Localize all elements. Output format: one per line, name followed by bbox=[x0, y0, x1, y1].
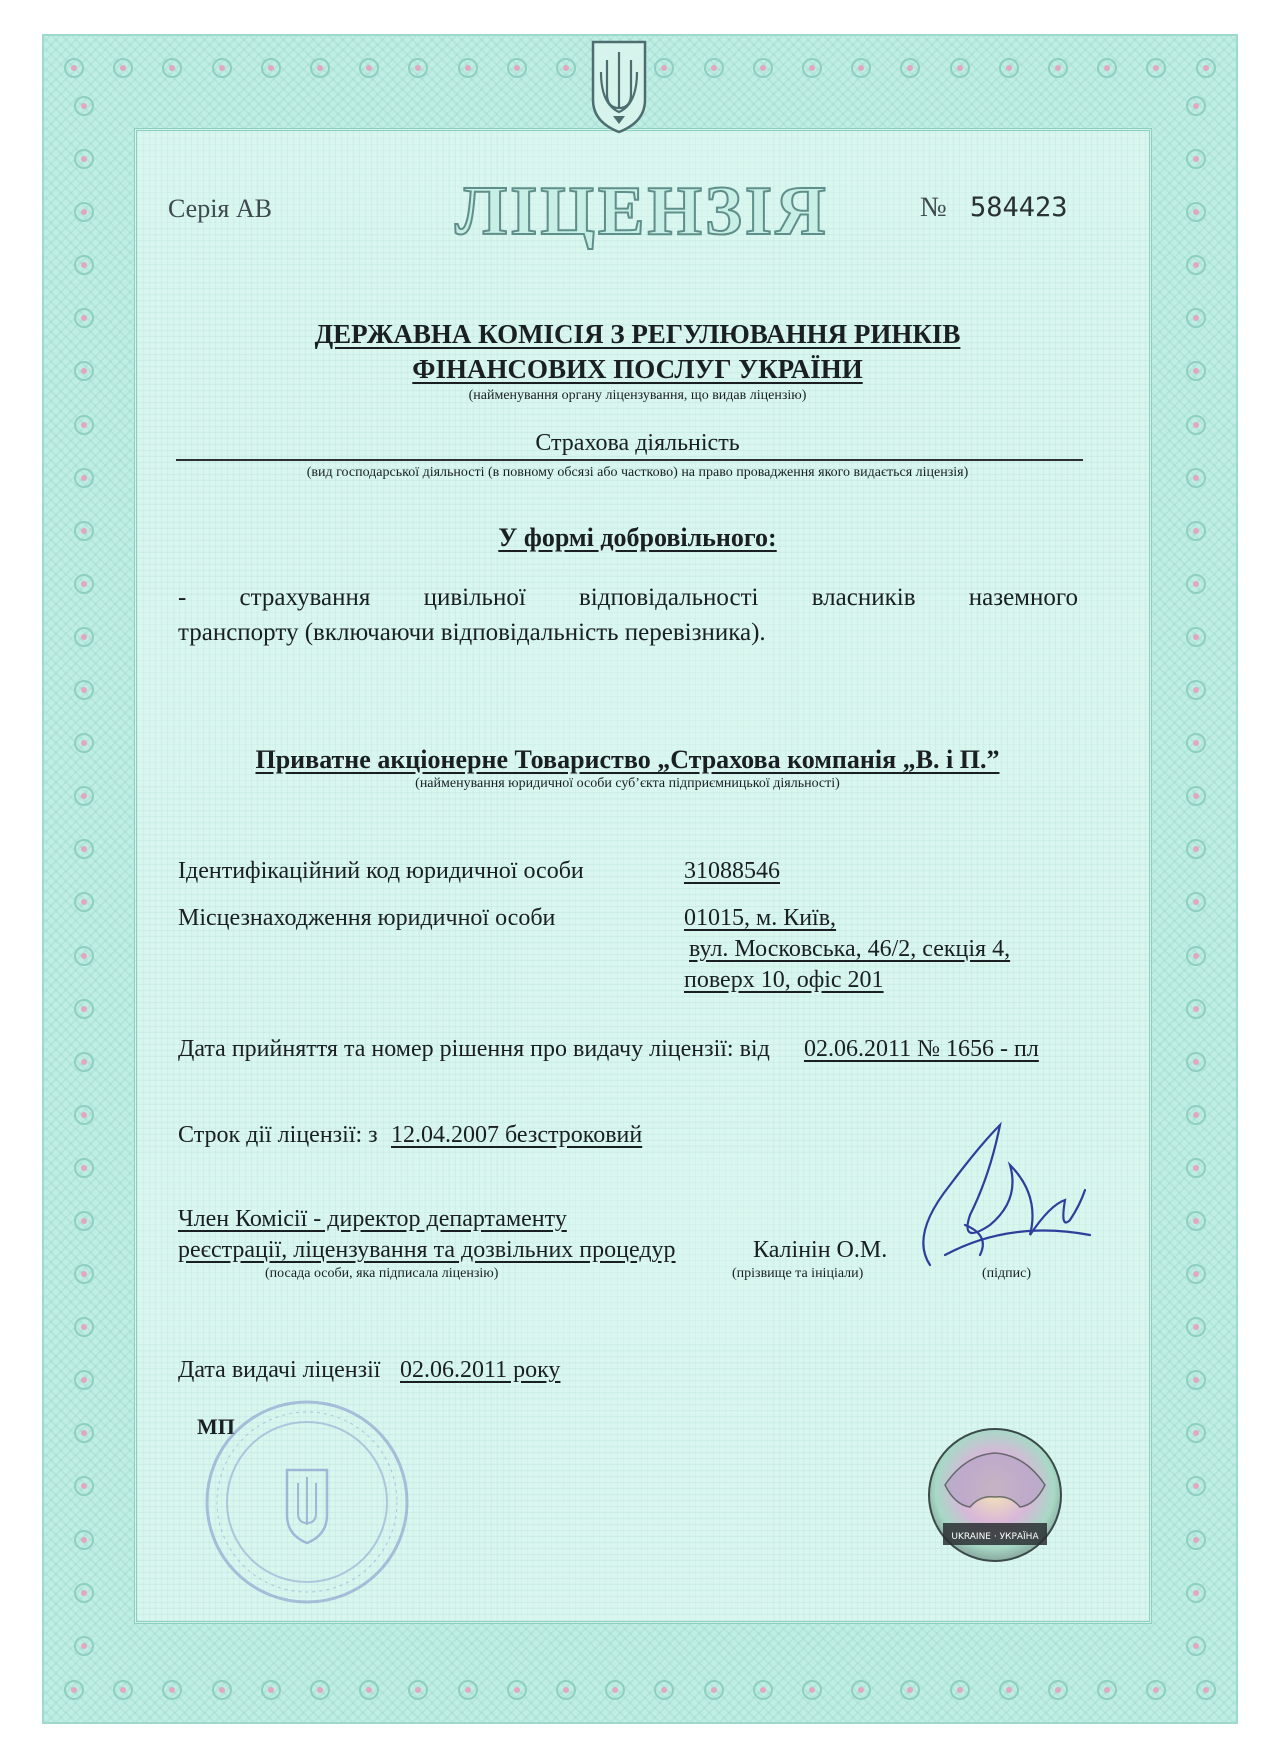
series-label: Серія АВ bbox=[168, 194, 272, 223]
issuer-line-1: ДЕРЖАВНА КОМІСІЯ З РЕГУЛЮВАННЯ РИНКІВ bbox=[314, 319, 961, 349]
position-line-2: реєстрації, ліцензування та дозвільних процедур bbox=[178, 1237, 676, 1263]
position-line-1: Член Комісії - директор департаменту bbox=[178, 1206, 567, 1232]
coat-of-arms-icon bbox=[589, 38, 649, 134]
official-stamp bbox=[200, 1395, 415, 1610]
form-heading: У формі добровільного: bbox=[498, 523, 777, 552]
right-border-ornament bbox=[1186, 96, 1206, 1656]
license-title: ЛІЦЕНЗІЯ bbox=[455, 173, 829, 250]
hologram-sticker bbox=[925, 1425, 1065, 1570]
entity-name: Приватне акціонерне Товариство „Страхова компанія „В. і П.” bbox=[255, 745, 1000, 774]
handwritten-signature bbox=[890, 1105, 1100, 1295]
form-line-2: транспорту (включаючи відповідальність перевізника). bbox=[178, 619, 766, 646]
signature-caption: (підпис) bbox=[982, 1266, 1032, 1281]
code-value: 31088546 bbox=[684, 858, 780, 884]
issue-label: Дата видачі ліцензії bbox=[178, 1357, 381, 1383]
address-line-2: вул. Московська, 46/2, секція 4, bbox=[689, 936, 1011, 962]
decision-value: 02.06.2011 № 1656 - пл bbox=[804, 1036, 1039, 1062]
hologram-text: UKRAINE · УКРАЇНА bbox=[951, 1532, 1039, 1542]
mp-label: МП bbox=[197, 1414, 235, 1439]
issuer-line-2: ФІНАНСОВИХ ПОСЛУГ УКРАЇНИ bbox=[412, 354, 863, 384]
left-border-ornament bbox=[74, 96, 94, 1656]
address-line-1: 01015, м. Київ, bbox=[684, 905, 837, 931]
issuer-caption: (найменування органу ліцензування, що видав ліцензію) bbox=[468, 388, 807, 403]
decision-label: Дата прийняття та номер рішення про видачу ліцензії: від bbox=[178, 1036, 770, 1062]
term-label: Строк дії ліцензії: з bbox=[178, 1122, 378, 1148]
form-line-1: - страхування цивільної відповідальності власників наземного bbox=[178, 584, 1078, 611]
license-number: 584423 bbox=[970, 192, 1068, 223]
term-value: 12.04.2007 безстроковий bbox=[391, 1122, 643, 1148]
code-label: Ідентифікаційний код юридичної особи bbox=[178, 858, 584, 884]
activity-value: Страхова діяльність bbox=[535, 430, 740, 456]
bottom-border-ornament bbox=[64, 1680, 1216, 1700]
address-label: Місцезнаходження юридичної особи bbox=[178, 905, 556, 931]
address-line-3: поверх 10, офіс 201 bbox=[684, 967, 884, 993]
entity-caption: (найменування юридичної особи суб’єкта підприємницької діяльності) bbox=[415, 776, 840, 791]
number-sign: № bbox=[920, 192, 947, 223]
name-caption: (прізвище та ініціали) bbox=[732, 1266, 864, 1281]
signatory-name: Калінін О.М. bbox=[753, 1237, 888, 1263]
position-caption: (посада особи, яка підписала ліцензію) bbox=[265, 1266, 499, 1281]
issue-value: 02.06.2011 року bbox=[400, 1357, 561, 1383]
activity-caption: (вид господарської діяльності (в повному обсязі або частково) на право провадження якого видається ліцензія) bbox=[306, 465, 969, 480]
activity-rule bbox=[176, 459, 1083, 461]
